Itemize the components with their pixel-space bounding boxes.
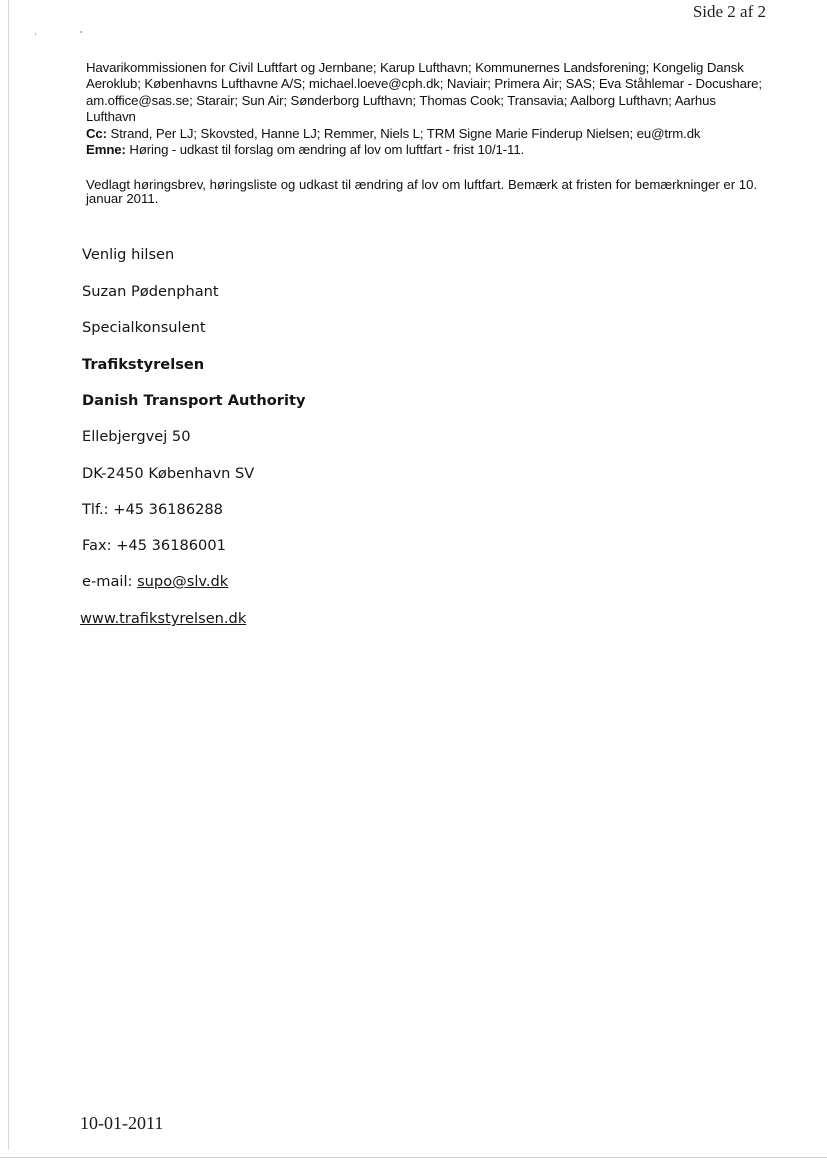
signature-email-line xyxy=(82,573,228,590)
scan-edge-left xyxy=(8,0,9,1150)
website-link[interactable]: www.trafikstyrelsen.dk xyxy=(80,610,247,627)
signature-phone: Tlf.: +45 36186288 xyxy=(82,501,223,518)
signature-street: Ellebjergvej 50 xyxy=(82,428,191,445)
signature-name: Suzan Pødenphant xyxy=(82,283,219,300)
signature-fax: Fax: +45 36186001 xyxy=(82,537,226,554)
footer-date: 10-01-2011 xyxy=(80,1113,164,1133)
signature-org-english: Danish Transport Authority xyxy=(82,392,306,409)
cc-value: Strand, Per LJ; Skovsted, Hanne LJ; Remmer, Niels L; TRM Signe Marie Finderup Nielsen; eu@trm.dk xyxy=(110,125,701,141)
email-label: e-mail: xyxy=(82,573,133,590)
cc-line xyxy=(86,126,768,142)
signature-website-line xyxy=(80,610,246,627)
page-number: Side 2 af 2 xyxy=(692,2,766,21)
email-body: Vedlagt høringsbrev, høringsliste og udkast til ændring af lov om luftfart. Bemærk at fristen for bemærkninger er 10. januar 2011. xyxy=(86,177,758,207)
signature-greeting: Venlig hilsen xyxy=(82,246,175,263)
cc-label: Cc: xyxy=(86,125,107,141)
scan-speck xyxy=(80,31,82,33)
signature-org-danish: Trafikstyrelsen xyxy=(82,356,205,373)
scan-speck xyxy=(35,33,36,35)
email-header xyxy=(86,60,768,158)
subject-label: Emne: xyxy=(86,142,126,158)
scan-edge-bottom xyxy=(0,1157,827,1158)
email-link[interactable]: supo@slv.dk xyxy=(137,573,229,590)
subject-line xyxy=(86,142,768,158)
subject-value: Høring - udkast til forslag om ændring af lov om luftfart - frist 10/1-11. xyxy=(129,142,525,158)
signature-city: DK-2450 København SV xyxy=(82,465,255,482)
to-recipients: Havarikommissionen for Civil Luftfart og Jernbane; Karup Lufthavn; Kommunernes Landsforening; Kongelig Dansk Aeroklub; Københavns Lufthavne A/S; michael.loeve@cph.dk; Naviair; Primera Air; SAS; Eva Ståhlemar - Docushare; am.office@sas.se; Starair; Sun Air; Sønderborg Lufthavn; Thomas Cook; Transavia; Aalborg Lufthavn; Aarhus Lufthavn xyxy=(86,60,762,125)
signature-title: Specialkonsulent xyxy=(82,319,206,336)
